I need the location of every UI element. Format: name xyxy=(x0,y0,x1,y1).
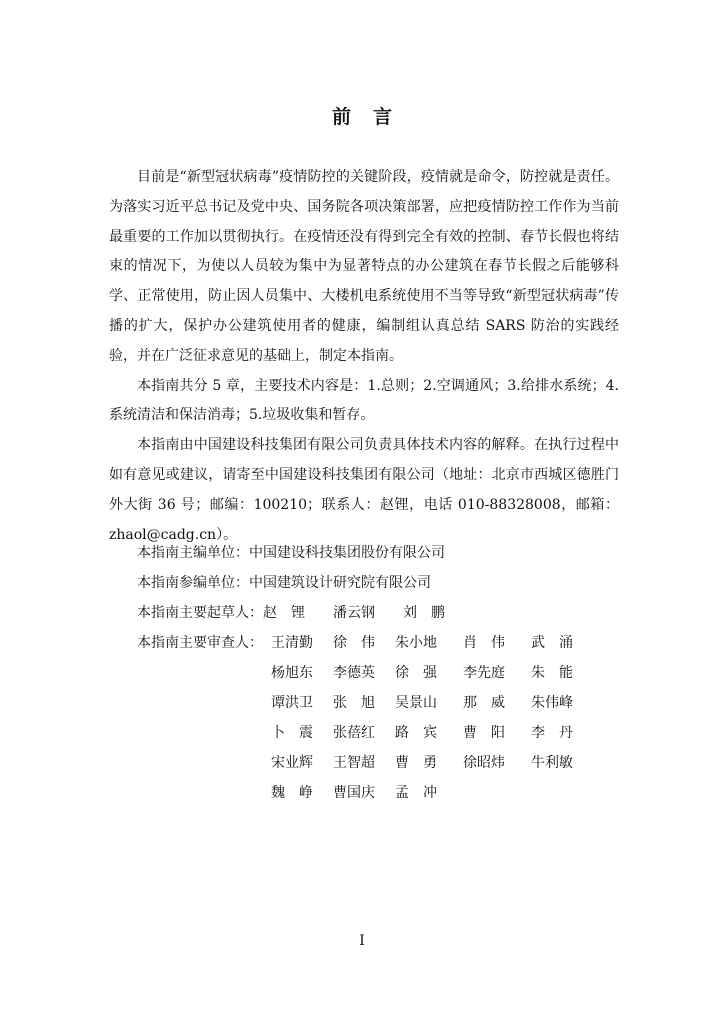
reviewer-name: 张 旭 xyxy=(333,695,375,711)
reviewer-row xyxy=(271,718,591,748)
reviewer-name: 杨旭东 xyxy=(271,665,313,681)
reviewers-label: 本指南主要审查人： xyxy=(137,635,263,651)
reviewer-name: 朱小地 xyxy=(395,635,437,651)
reviewer-name: 李 丹 xyxy=(531,725,573,741)
reviewer-name: 孟 冲 xyxy=(395,785,437,801)
reviewer-name: 王清勤 xyxy=(271,635,313,651)
reviewer-name: 朱伟峰 xyxy=(531,695,573,711)
reviewer-name: 肖 伟 xyxy=(463,635,505,651)
reviewers-block xyxy=(137,628,573,801)
reviewer-name: 谭洪卫 xyxy=(271,695,313,711)
reviewer-name xyxy=(531,778,593,808)
reviewer-row xyxy=(271,748,591,778)
reviewer-name: 吴景山 xyxy=(395,695,437,711)
reviewer-name: 曹国庆 xyxy=(333,785,375,801)
paragraph-contact: 本指南由中国建设科技集团有限公司负责具体技术内容的解释。在执行过程中如有意见或建议，请寄至中国建设科技集团有限公司（地址：北京市西城区德胜门外大街 36 号；邮编：100210；联系人：赵锂，电话 010-88328008，邮箱：zhaol@cadg.cn）。 xyxy=(109,437,619,543)
page-number: I xyxy=(359,933,365,949)
reviewer-name: 牛利敏 xyxy=(531,755,573,771)
reviewer-name: 魏 峥 xyxy=(271,785,313,801)
reviewer-row xyxy=(271,778,591,808)
paragraph-chapters: 本指南共分 5 章，主要技术内容是：1.总则；2.空调通风；3.给排水系统；4.系统清洁和保洁消毒；5.垃圾收集和暂存。 xyxy=(109,377,619,424)
editor-unit: 本指南主编单位：中国建设科技集团股份有限公司 xyxy=(137,545,445,561)
reviewer-row xyxy=(271,688,591,718)
reviewer-name: 王智超 xyxy=(333,755,375,771)
participating-unit: 本指南参编单位：中国建筑设计研究院有限公司 xyxy=(137,575,431,591)
reviewer-name xyxy=(463,778,531,808)
reviewer-name: 那 威 xyxy=(463,695,505,711)
reviewer-names xyxy=(271,628,591,808)
reviewer-name: 徐 伟 xyxy=(333,635,375,651)
reviewer-name: 路 宾 xyxy=(395,725,437,741)
reviewer-row xyxy=(271,628,591,658)
reviewer-name: 宋业辉 xyxy=(271,755,313,771)
reviewer-name: 徐 强 xyxy=(395,665,437,681)
reviewer-name: 曹 阳 xyxy=(463,725,505,741)
reviewer-name: 朱 能 xyxy=(531,665,573,681)
foreword-body xyxy=(109,163,619,550)
paragraph-intro: 目前是“新型冠状病毒”疫情防控的关键阶段，疫情就是命令，防控就是责任。为落实习近平总书记及党中央、国务院各项决策部署，应把疫情防控工作作为当前最重要的工作加以贯彻执行。在疫情还没有得到完全有效的控制、春节长假也将结束的情况下，为使以人员较为集中为显著特点的办公建筑在春节长假之后能够科学、正常使用，防止因人员集中、大楼机电系统使用不当等导致“新型冠状病毒”传播的扩大，保护办公建筑使用者的健康，编制组认真总结 SARS 防治的实践经验，并在广泛征求意见的基础上，制定本指南。 xyxy=(109,169,619,364)
reviewer-name: 李德英 xyxy=(333,665,375,681)
drafters: 本指南主要起草人：赵 锂 潘云钢 刘 鹏 xyxy=(137,605,445,621)
reviewer-name: 武 涌 xyxy=(531,635,573,651)
reviewer-name: 曹 勇 xyxy=(395,755,437,771)
credits-block xyxy=(137,538,445,628)
page-title: 前言 xyxy=(331,106,414,128)
reviewer-name: 李先庭 xyxy=(463,665,505,681)
reviewer-name: 徐昭炜 xyxy=(463,755,505,771)
reviewer-name: 张蓓红 xyxy=(333,725,375,741)
reviewer-row xyxy=(271,658,591,688)
reviewer-name: 卜 震 xyxy=(271,725,313,741)
